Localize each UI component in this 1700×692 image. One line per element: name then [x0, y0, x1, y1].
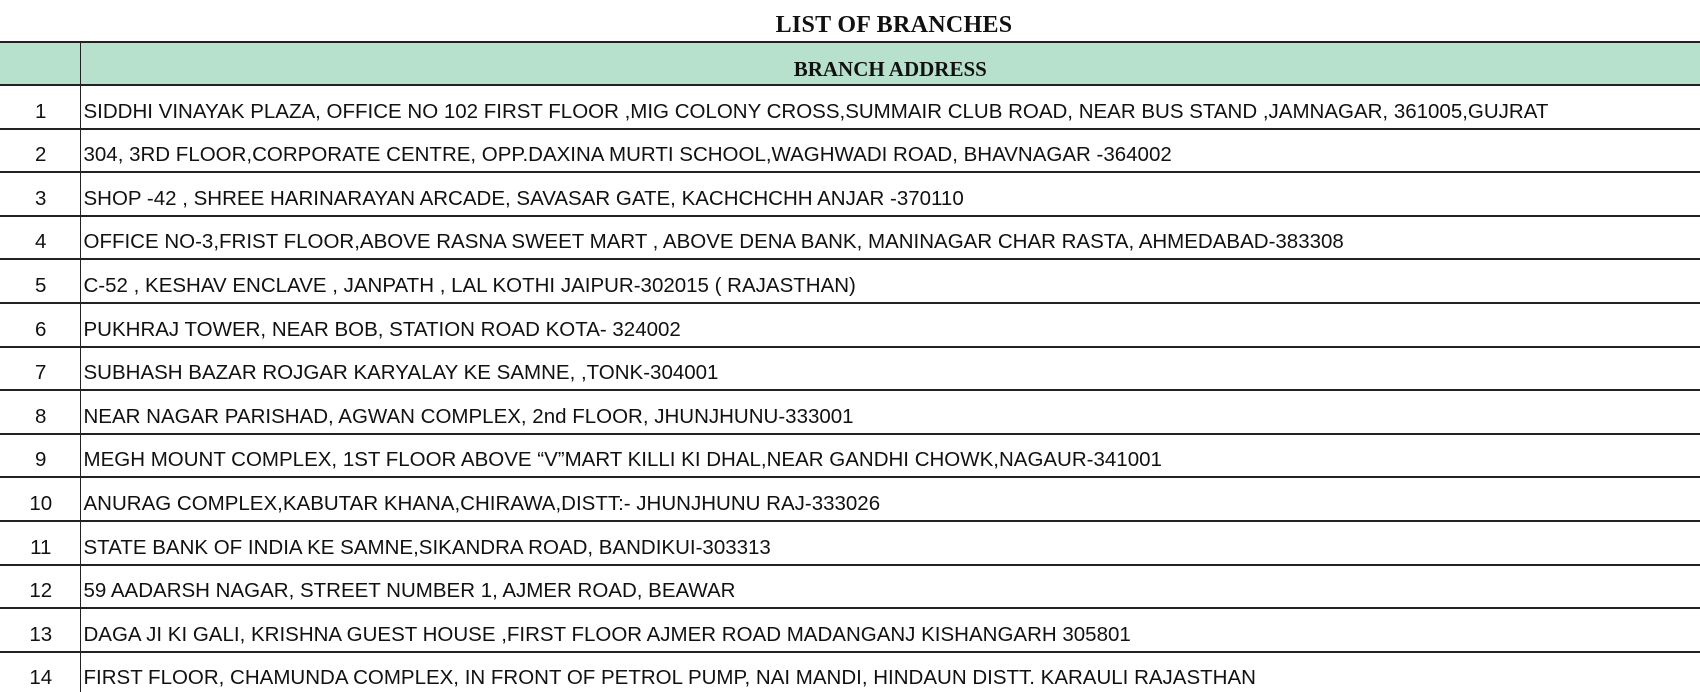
table-header-row	[0, 42, 1700, 85]
table-row	[0, 85, 1700, 129]
serial-number-cell: 4	[0, 216, 80, 260]
table-row	[0, 259, 1700, 303]
table-row	[0, 565, 1700, 609]
serial-number-cell: 7	[0, 347, 80, 391]
table-row	[0, 347, 1700, 391]
branch-address-cell: 304, 3RD FLOOR,CORPORATE CENTRE, OPP.DAXINA MURTI SCHOOL,WAGHWADI ROAD, BHAVNAGAR -364002	[80, 129, 1700, 173]
branch-address-cell: NEAR NAGAR PARISHAD, AGWAN COMPLEX, 2nd FLOOR, JHUNJHUNU-333001	[80, 390, 1700, 434]
branch-address-cell: 59 AADARSH NAGAR, STREET NUMBER 1, AJMER ROAD, BEAWAR	[80, 565, 1700, 609]
branch-address-cell: FIRST FLOOR, CHAMUNDA COMPLEX, IN FRONT OF PETROL PUMP, NAI MANDI, HINDAUN DISTT. KARAULI RAJASTHAN	[80, 652, 1700, 692]
branch-table	[0, 41, 1700, 692]
table-row	[0, 652, 1700, 692]
serial-number-cell: 3	[0, 172, 80, 216]
serial-number-cell: 8	[0, 390, 80, 434]
serial-number-header	[0, 42, 80, 85]
serial-number-cell: 11	[0, 521, 80, 565]
branch-address-cell: STATE BANK OF INDIA KE SAMNE,SIKANDRA ROAD, BANDIKUI-303313	[80, 521, 1700, 565]
table-row	[0, 172, 1700, 216]
serial-number-cell: 1	[0, 85, 80, 129]
branch-address-cell: MEGH MOUNT COMPLEX, 1ST FLOOR ABOVE “V”MART KILLI KI DHAL,NEAR GANDHI CHOWK,NAGAUR-341001	[80, 434, 1700, 478]
table-row	[0, 303, 1700, 347]
serial-number-cell: 2	[0, 129, 80, 173]
branch-address-cell: C-52 , KESHAV ENCLAVE , JANPATH , LAL KOTHI JAIPUR-302015 ( RAJASTHAN)	[80, 259, 1700, 303]
table-row	[0, 608, 1700, 652]
table-row	[0, 216, 1700, 260]
serial-number-cell: 13	[0, 608, 80, 652]
serial-number-cell: 12	[0, 565, 80, 609]
table-row	[0, 521, 1700, 565]
branch-address-cell: PUKHRAJ TOWER, NEAR BOB, STATION ROAD KOTA- 324002	[80, 303, 1700, 347]
branch-address-cell: SHOP -42 , SHREE HARINARAYAN ARCADE, SAVASAR GATE, KACHCHCHH ANJAR -370110	[80, 172, 1700, 216]
branch-address-header: BRANCH ADDRESS	[80, 42, 1700, 85]
branch-address-cell: SIDDHI VINAYAK PLAZA, OFFICE NO 102 FIRST FLOOR ,MIG COLONY CROSS,SUMMAIR CLUB ROAD, NEAR BUS STAND ,JAMNAGAR, 361005,GUJRAT	[80, 85, 1700, 129]
branch-address-cell: DAGA JI KI GALI, KRISHNA GUEST HOUSE ,FIRST FLOOR AJMER ROAD MADANGANJ KISHANGARH 305801	[80, 608, 1700, 652]
page-title: LIST OF BRANCHES	[775, 12, 1013, 38]
serial-number-cell: 6	[0, 303, 80, 347]
serial-number-cell: 10	[0, 477, 80, 521]
serial-number-cell: 9	[0, 434, 80, 478]
branch-address-cell: ANURAG COMPLEX,KABUTAR KHANA,CHIRAWA,DISTT:- JHUNJHUNU RAJ-333026	[80, 477, 1700, 521]
branch-address-cell: SUBHASH BAZAR ROJGAR KARYALAY KE SAMNE, ,TONK-304001	[80, 347, 1700, 391]
serial-number-cell: 5	[0, 259, 80, 303]
table-row	[0, 129, 1700, 173]
table-row	[0, 477, 1700, 521]
serial-number-cell: 14	[0, 652, 80, 692]
branch-rows	[0, 85, 1700, 692]
branch-address-cell: OFFICE NO-3,FRIST FLOOR,ABOVE RASNA SWEET MART , ABOVE DENA BANK, MANINAGAR CHAR RASTA, AHMEDABAD-383308	[80, 216, 1700, 260]
table-row	[0, 434, 1700, 478]
table-row	[0, 390, 1700, 434]
